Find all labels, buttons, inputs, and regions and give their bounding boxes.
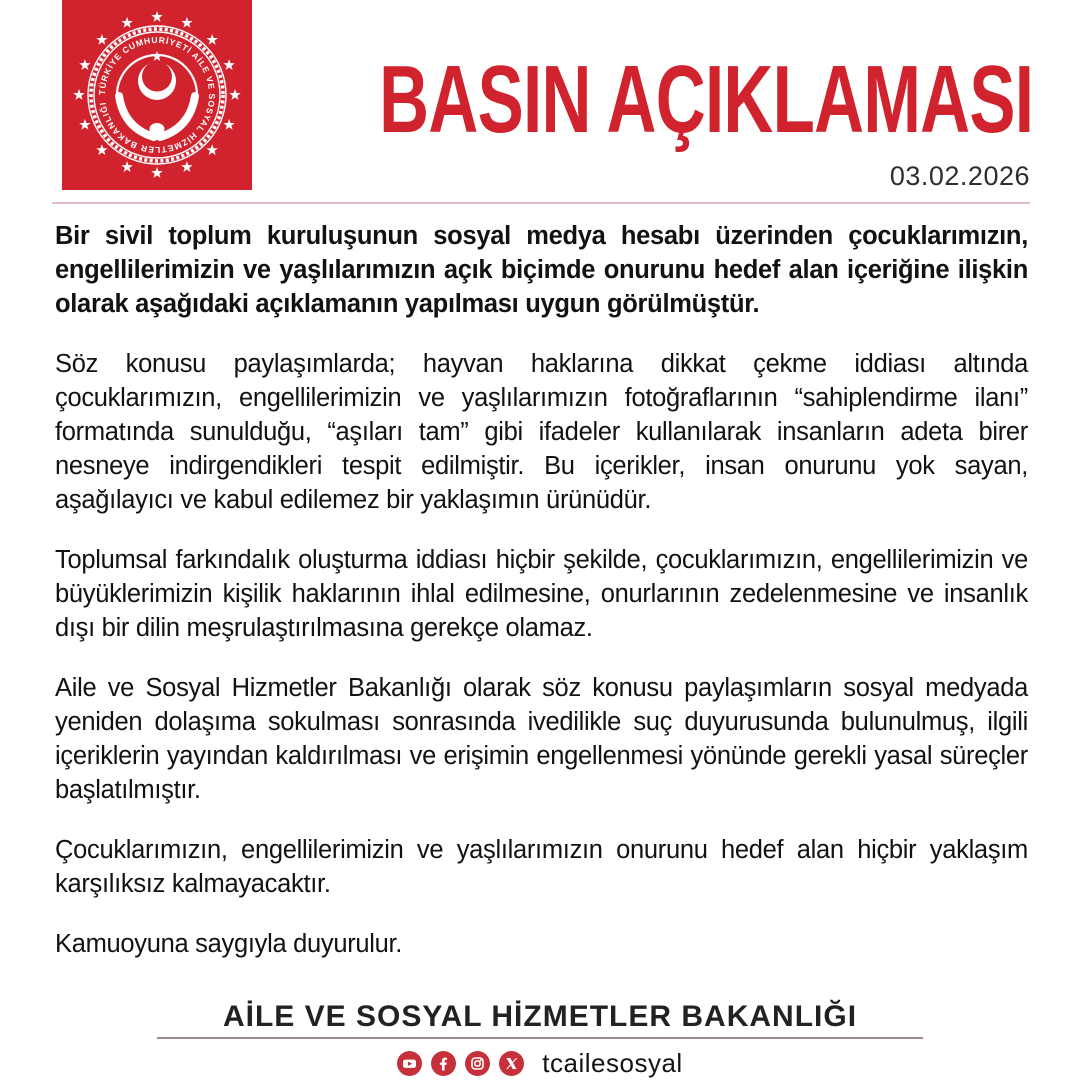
press-paragraph-intro: Bir sivil toplum kuruluşunun sosyal medya hesabı üzerinden çocuklarımızın, engellilerimizin ve yaşlılarımızın açık biçimde onurunu hedef alan içeriğine ilişkin olarak aşağıdaki açıklamanın yapılması uygun görülmüştür. xyxy=(55,222,1028,318)
footer-divider xyxy=(157,1037,923,1039)
press-paragraph: Söz konusu paylaşımlarda; hayvan haklarına dikkat çekme iddiası altında çocuklarımızın, engellilerimizin ve yaşlılarımızın fotoğraflarının “sahiplendirme ilanı” formatında sunulduğu, “aşıları tam” gibi ifadeler kullanılarak insanların adeta birer nesneye indirgendikleri tespit edilmiştir. Bu içerikler, insan onurunu yok sayan, aşağılayıcı ve kabul edilemez bir yaklaşımın ürünüdür. xyxy=(55,350,1028,514)
press-date: 03.02.2026 xyxy=(889,161,1030,191)
ministry-emblem-logo xyxy=(62,0,252,190)
page-title: BASIN AÇIKLAMASI xyxy=(379,46,1034,153)
press-paragraph: Çocuklarımızın, engellilerimizin ve yaşlılarımızın onurunu hedef alan hiçbir yaklaşım karşılıksız kalmayacaktır. xyxy=(55,836,1028,898)
press-paragraph: Aile ve Sosyal Hizmetler Bakanlığı olarak söz konusu paylaşımların sosyal medyada yeniden dolaşıma sokulması sonrasında ivedilikle suç duyurusunda bulunulmuş, ilgili içeriklerin yayından kaldırılması ve erişimin engellenmesi yönünde gerekli yasal süreçler başlatılmıştır. xyxy=(55,674,1028,804)
facebook-icon[interactable] xyxy=(431,1051,456,1076)
social-handle[interactable]: tcailesosyal xyxy=(542,1048,683,1078)
press-closing-line: Kamuoyuna saygıyla duyurulur. xyxy=(55,930,403,958)
header-divider xyxy=(52,202,1030,204)
x-icon[interactable] xyxy=(499,1051,524,1076)
footer xyxy=(0,1000,1080,1079)
press-paragraph: Toplumsal farkındalık oluşturma iddiası hiçbir şekilde, çocuklarımızın, engellilerimizin ve büyüklerimizin kişilik haklarının ihlal edilmesine, onurlarının zedelenmesine ve insanlık dışı bir dilin meşrulaştırılmasına gerekçe olamaz. xyxy=(55,546,1028,642)
instagram-icon[interactable] xyxy=(465,1051,490,1076)
press-release-body xyxy=(55,219,1028,961)
svg-text:TÜRKİYE CUMHURİYETİ AİLE VE SO: TÜRKİYE CUMHURİYETİ AİLE VE SOSYAL HİZMETLER BAKANLIĞI xyxy=(96,34,218,156)
social-links-row xyxy=(0,1048,1080,1079)
ministry-name: AİLE VE SOSYAL HİZMETLER BAKANLIĞI xyxy=(222,1000,858,1033)
ministry-emblem-icon xyxy=(62,0,252,190)
youtube-icon[interactable] xyxy=(397,1051,422,1076)
